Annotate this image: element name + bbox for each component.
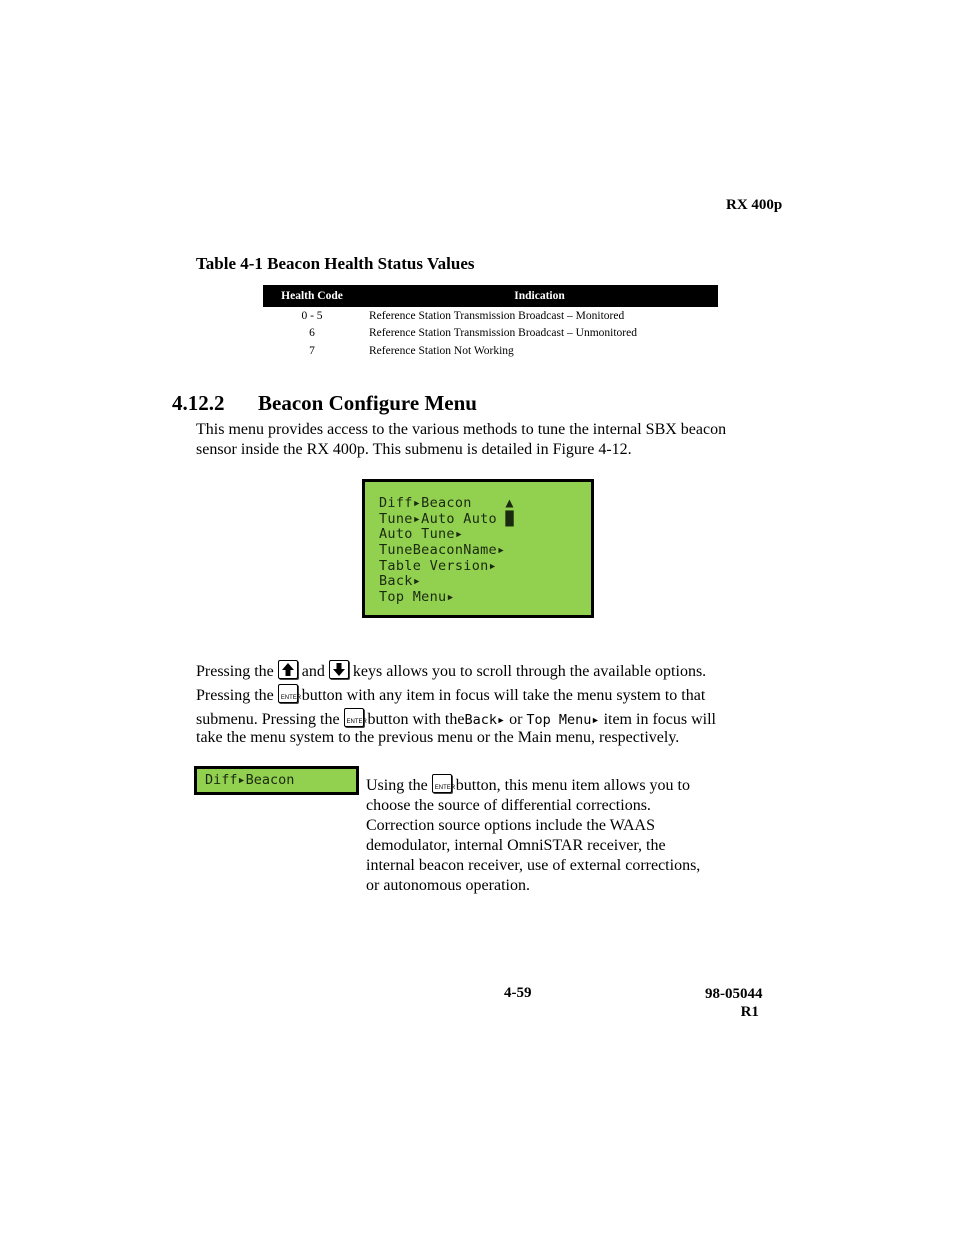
nav-line-4: take the menu system to the previous menu or the Main menu, respectively.: [196, 729, 680, 746]
diff-desc-text: button, this menu item allows you to: [455, 777, 690, 794]
nav-text: button with any item in focus will take the menu system to that: [301, 687, 706, 704]
nav-line-2: [196, 684, 705, 706]
enter-key-icon: [344, 708, 367, 727]
header-model: RX 400p: [726, 197, 783, 213]
lcd-line-tune-beacon-name: TuneBeaconName▸: [379, 542, 506, 558]
lcd-line-back: Back▸: [379, 573, 422, 589]
down-arrow-key-icon: [329, 660, 349, 679]
intro-line-1: This menu provides access to the various methods to tune the internal SBX beacon: [196, 421, 727, 438]
section-heading: [172, 391, 477, 416]
nav-text: item in focus will: [603, 711, 716, 728]
lcd-line-top-menu: Top Menu▸: [379, 589, 455, 605]
enter-key-label: ENTER: [280, 695, 302, 701]
indication-cell: Reference Station Not Working: [369, 344, 514, 357]
intro-line-2: sensor inside the RX 400p. This submenu is detailed in Figure 4-12.: [196, 441, 632, 458]
nav-text: Pressing the: [196, 663, 274, 680]
nav-text: Pressing the: [196, 687, 274, 704]
diff-beacon-label: Diff▸Beacon: [205, 772, 295, 788]
lcd-line-tune: Tune▸Auto Auto █: [379, 511, 514, 527]
top-menu-label: Top Menu▸: [526, 712, 600, 728]
indication-cell: Reference Station Transmission Broadcast – Monitored: [369, 309, 625, 322]
enter-key-icon: [432, 774, 456, 793]
diff-desc-line-3: Correction source options include the WAAS: [366, 817, 655, 834]
lcd-line-auto-tune: Auto Tune▸: [379, 526, 464, 542]
nav-text: button with the: [367, 711, 465, 728]
table-row: [263, 307, 718, 325]
diff-desc-line-1: [366, 774, 736, 796]
diff-desc-line-6: or autonomous operation.: [366, 877, 530, 894]
lcd-line-diff: Diff▸Beacon ▲: [379, 495, 514, 511]
health-status-table: [263, 285, 718, 360]
diff-desc-line-4: demodulator, internal OmniSTAR receiver, the: [366, 837, 666, 854]
nav-line-1: [196, 660, 706, 682]
nav-text: or: [509, 711, 523, 728]
diff-desc-text: Using the: [366, 777, 428, 794]
enter-key-icon: [278, 684, 302, 703]
diff-desc-line-2: choose the source of differential corrections.: [366, 797, 651, 814]
section-title: Beacon Configure Menu: [258, 391, 477, 415]
section-number: 4.12.2: [172, 391, 225, 415]
indication-cell: Reference Station Transmission Broadcast – Unmonitored: [369, 327, 637, 340]
diff-description: [366, 774, 736, 896]
enter-key-label: ENTER: [346, 719, 367, 725]
health-code-cell: 6: [309, 327, 315, 340]
footer-revision: R1: [740, 1004, 759, 1020]
footer-doc-info: [705, 985, 763, 1021]
diff-beacon-lcd: [194, 766, 359, 795]
footer-page-number: 4-59: [504, 985, 532, 1001]
up-arrow-key-icon: [278, 660, 298, 679]
table-row: [263, 325, 718, 343]
footer-doc-number: 98-05044: [705, 986, 763, 1002]
enter-key-label: ENTER: [434, 785, 456, 791]
beacon-configure-lcd: [362, 479, 594, 618]
col-health-code: Health Code: [263, 285, 361, 307]
health-code-cell: 7: [309, 344, 315, 357]
health-code-cell: 0 - 5: [301, 309, 323, 322]
nav-text: and: [301, 663, 325, 680]
nav-text: submenu. Pressing the: [196, 711, 340, 728]
diff-desc-line-5: internal beacon receiver, use of external corrections,: [366, 857, 701, 874]
nav-text: keys allows you to scroll through the available options.: [352, 663, 707, 680]
back-menu-label: Back▸: [464, 712, 506, 728]
col-indication: Indication: [361, 285, 718, 307]
lcd-line-table-version: Table Version▸: [379, 558, 497, 574]
table-row: [263, 342, 718, 360]
nav-line-3: [196, 708, 716, 730]
table-title: Table 4-1 Beacon Health Status Values: [196, 254, 475, 273]
